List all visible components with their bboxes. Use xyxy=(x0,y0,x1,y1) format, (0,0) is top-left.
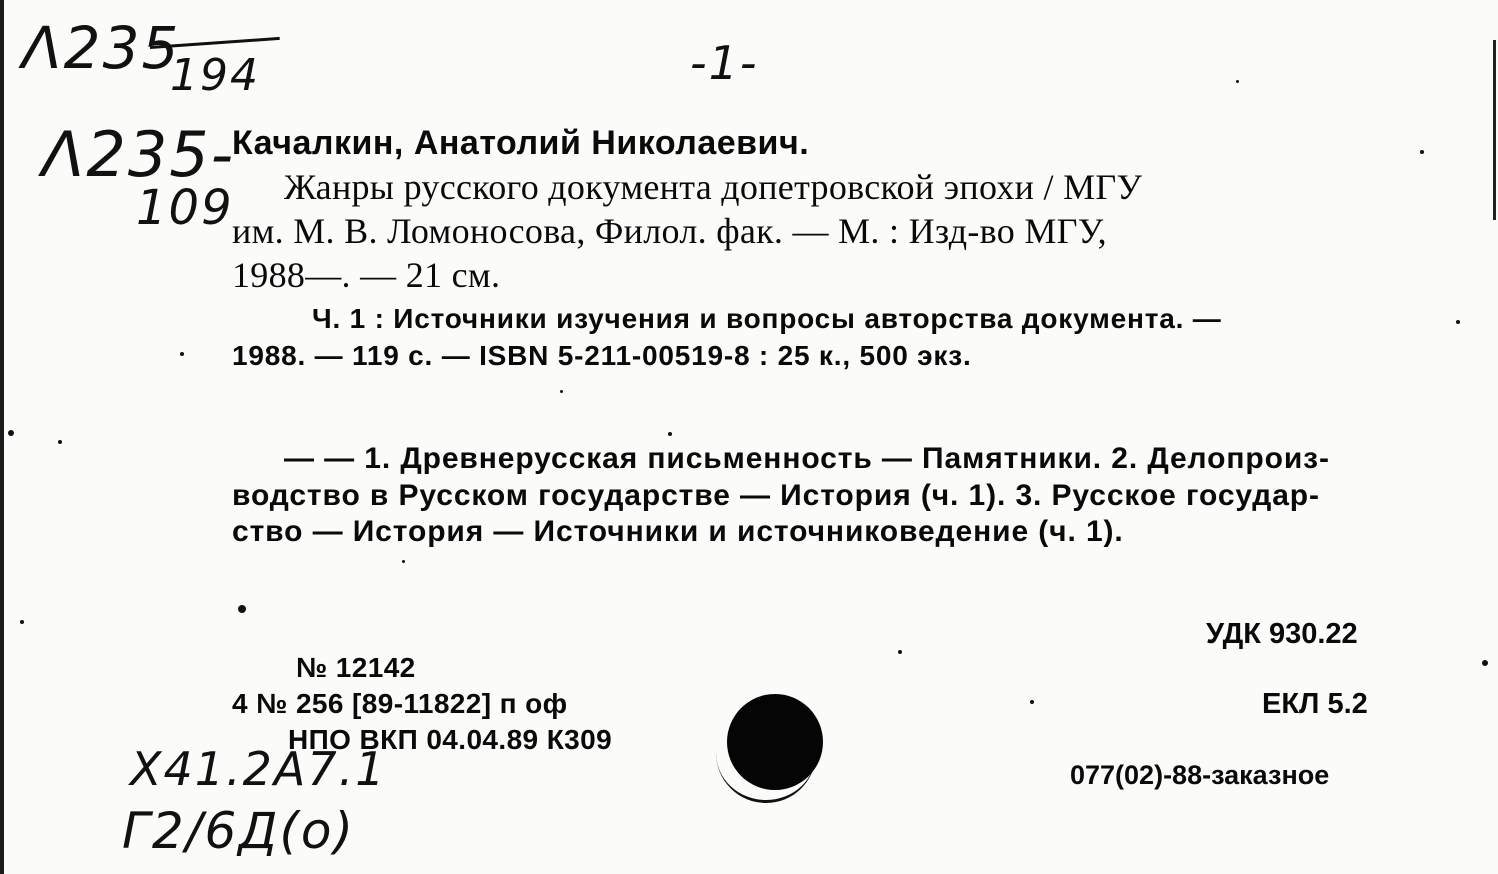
noise-speck xyxy=(1420,150,1424,154)
card-left-edge xyxy=(0,0,4,874)
handwritten-class-code: X41.2A7.1 xyxy=(130,742,387,796)
part-line-2: 1988. — 119 с. — ISBN 5-211-00519-8 : 25 к., 500 экз. xyxy=(232,340,972,371)
handwritten-call-suffix-top: 194 xyxy=(170,50,260,101)
subjects-line-2: водство в Русском государстве — История (ч. 1). 3. Русское государ- xyxy=(232,479,1320,512)
part-line-1: Ч. 1 : Источники изучения и вопросы авторства документа. — xyxy=(312,303,1222,334)
noise-speck xyxy=(58,440,62,444)
title-line-1: Жанры русского документа допетровской эпохи / МГУ xyxy=(284,167,1143,207)
card-right-edge xyxy=(1493,40,1496,220)
punch-hole-shadow xyxy=(716,730,816,803)
noise-speck xyxy=(1456,320,1460,324)
noise-speck xyxy=(898,650,902,654)
title-line-3: 1988—. — 21 см. xyxy=(232,255,501,295)
noise-speck xyxy=(1482,660,1488,666)
handwritten-call-suffix-side: 109 xyxy=(136,180,234,236)
title-line-2: им. М. В. Ломоносова, Филол. фак. — М. : Изд-во МГУ, xyxy=(232,211,1107,251)
subjects-line-3: ство — История — Источники и источниковедение (ч. 1). xyxy=(232,515,1124,548)
noise-speck xyxy=(20,620,24,624)
handwritten-page-mark: -1- xyxy=(690,36,759,90)
noise-speck xyxy=(1236,80,1239,83)
handwritten-call-number-top: Λ235 xyxy=(22,14,181,82)
noise-speck xyxy=(8,430,14,436)
author-heading: Качалкин, Анатолий Николаевич. xyxy=(232,124,810,162)
noise-speck xyxy=(402,560,405,563)
udk-code: УДК 930.22 xyxy=(1206,618,1358,650)
ekl-code: ЕКЛ 5.2 xyxy=(1262,688,1368,720)
noise-speck xyxy=(1030,700,1034,704)
handwritten-shelf-code: Г2/6Д(о) xyxy=(122,802,355,860)
order-code: 077(02)-88-заказное xyxy=(1070,760,1330,790)
record-number: № 12142 xyxy=(296,652,416,683)
subjects-line-1: — — 1. Древнерусская письменность — Памятники. 2. Делопроиз- xyxy=(284,442,1330,475)
noise-speck xyxy=(238,605,246,613)
noise-speck xyxy=(668,432,672,436)
print-info: 4 № 256 [89-11822] п оф xyxy=(232,688,568,719)
noise-speck xyxy=(180,352,184,356)
noise-speck xyxy=(560,390,563,393)
publisher-info: НПО ВКП 04.04.89 К309 xyxy=(288,724,613,755)
handwritten-call-number-side: Λ235- xyxy=(42,118,236,191)
